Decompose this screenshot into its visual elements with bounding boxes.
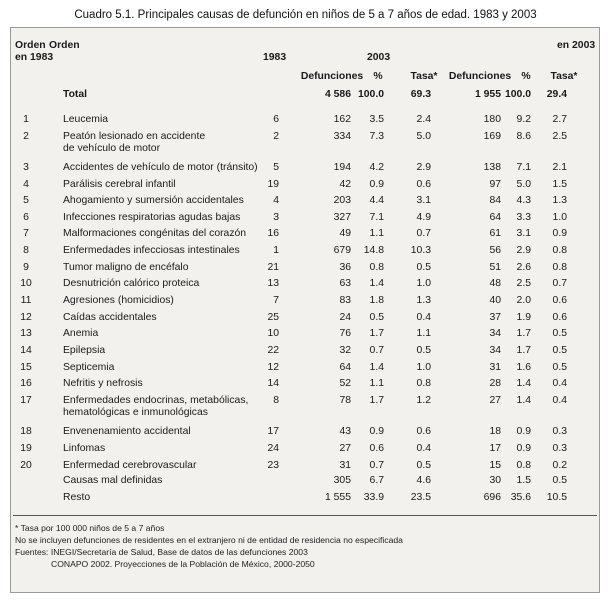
row-cause-continued: de vehículo de motor <box>63 143 161 154</box>
row-pct-a: 7.3 <box>369 131 384 142</box>
row-def-a: 203 <box>333 195 351 206</box>
row-def-a: 78 <box>339 395 351 406</box>
table-caption: Cuadro 5.1. Principales causas de defunción en niños de 5 a 7 años de edad. 1983 y 2003 <box>74 9 537 21</box>
row-pct-a: 1.1 <box>369 378 384 389</box>
row-order: 19 <box>20 443 32 454</box>
row-cause: Anemia <box>63 328 99 339</box>
row-tasa-b: 0.6 <box>552 312 567 323</box>
row-tasa-b: 0.9 <box>552 228 567 239</box>
row-tasa-b: 0.4 <box>552 395 567 406</box>
row-tasa-a: 0.5 <box>416 345 431 356</box>
row-order: 15 <box>20 362 32 373</box>
row-tasa-b: 0.5 <box>552 328 567 339</box>
row-def-b: 48 <box>489 278 501 289</box>
row-def-b: 56 <box>489 245 501 256</box>
row-tasa-a: 4.6 <box>416 475 431 486</box>
row-order: 20 <box>20 460 32 471</box>
row-pct-b: 7.1 <box>516 162 531 173</box>
row-tasa-a: 0.8 <box>416 378 431 389</box>
row-def-a: 63 <box>339 278 351 289</box>
col-header-defunciones-1: Defunciones <box>300 71 364 82</box>
row-tasa-a: 10.3 <box>410 245 431 256</box>
row-cause: Caídas accidentales <box>63 312 157 323</box>
row-def-b: 97 <box>489 179 501 190</box>
row-pct-b: 8.6 <box>516 131 531 142</box>
row-cause: Leucemia <box>63 114 109 125</box>
row-order: 10 <box>20 278 32 289</box>
row-tasa-a: 0.6 <box>416 426 431 437</box>
row-def-b: 18 <box>489 426 501 437</box>
row-cause-continued: hematológicas e inmunológicas <box>63 407 208 418</box>
col-header-pct-2: % <box>521 71 531 82</box>
row-def-a: 334 <box>333 131 351 142</box>
row-pct-b: 2.5 <box>516 278 531 289</box>
header-year-2003: 2003 <box>367 52 391 63</box>
row-tasa-b: 0.5 <box>552 345 567 356</box>
row-pct-b: 5.0 <box>516 179 531 190</box>
row-order: 16 <box>20 378 32 389</box>
row-cause: Tumor maligno de encéfalo <box>63 262 189 273</box>
row-tasa-a: 1.3 <box>416 295 431 306</box>
row-def-a: 327 <box>333 212 351 223</box>
table-panel <box>10 27 600 593</box>
row-order-1983: 5 <box>273 162 279 173</box>
total-pct-1: 100.0 <box>357 89 384 100</box>
row-cause: Ahogamiento y sumersión accidentales <box>63 195 244 206</box>
row-pct-a: 0.7 <box>369 460 384 471</box>
row-order-1983: 13 <box>267 278 279 289</box>
col-header-pct-1: % <box>373 71 383 82</box>
row-order-1983: 3 <box>273 212 279 223</box>
row-cause: Causas mal definidas <box>63 475 163 486</box>
total-def-2: 1 955 <box>474 89 501 100</box>
row-pct-b: 1.4 <box>516 378 531 389</box>
row-order-1983: 10 <box>267 328 279 339</box>
row-pct-b: 35.6 <box>510 492 531 503</box>
row-order-1983: 2 <box>273 131 279 142</box>
total-label: Total <box>63 89 88 100</box>
row-tasa-b: 0.4 <box>552 378 567 389</box>
row-tasa-a: 5.0 <box>416 131 431 142</box>
col-header-tasa-1: Tasa* <box>410 71 438 82</box>
row-pct-a: 33.9 <box>363 492 384 503</box>
row-def-b: 31 <box>489 362 501 373</box>
row-tasa-b: 0.5 <box>552 475 567 486</box>
row-tasa-b: 0.3 <box>552 426 567 437</box>
row-def-a: 24 <box>339 312 351 323</box>
row-order-1983: 4 <box>273 195 279 206</box>
row-pct-b: 1.9 <box>516 312 531 323</box>
row-tasa-a: 0.4 <box>416 443 431 454</box>
row-pct-b: 1.4 <box>516 395 531 406</box>
row-cause: Parálisis cerebral infantil <box>63 179 176 190</box>
row-tasa-b: 0.2 <box>552 460 567 471</box>
row-def-b: 28 <box>489 378 501 389</box>
row-order: 17 <box>20 395 32 406</box>
row-cause: Infecciones respiratorias agudas bajas <box>63 212 241 223</box>
row-def-a: 64 <box>339 362 351 373</box>
row-cause: Linfomas <box>63 443 106 454</box>
row-order-1983: 14 <box>267 378 279 389</box>
row-tasa-b: 1.3 <box>552 195 567 206</box>
footnote-exclusion: No se incluyen defunciones de residentes en el extranjero ni de entidad de residencia no especificada <box>15 535 403 545</box>
row-cause: Accidentes de vehículo de motor (tránsito) <box>63 162 258 173</box>
row-tasa-b: 10.5 <box>546 492 567 503</box>
row-pct-b: 2.9 <box>516 245 531 256</box>
row-tasa-b: 0.7 <box>552 278 567 289</box>
row-order: 18 <box>20 426 32 437</box>
row-def-a: 305 <box>333 475 351 486</box>
row-def-b: 15 <box>489 460 501 471</box>
row-cause: Enfermedades infecciosas intestinales <box>63 245 240 256</box>
row-pct-b: 1.7 <box>516 345 531 356</box>
row-order-1983: 8 <box>273 395 279 406</box>
row-order-1983: 22 <box>267 345 279 356</box>
row-pct-a: 3.5 <box>369 114 384 125</box>
row-order: 14 <box>20 345 32 356</box>
row-cause: Epilepsia <box>63 345 106 356</box>
row-pct-a: 0.8 <box>369 262 384 273</box>
row-order: 5 <box>23 195 29 206</box>
row-pct-b: 2.0 <box>516 295 531 306</box>
row-def-b: 138 <box>483 162 501 173</box>
row-pct-b: 1.5 <box>516 475 531 486</box>
row-pct-b: 0.9 <box>516 426 531 437</box>
row-def-a: 43 <box>339 426 351 437</box>
header-en-2003: en 2003 <box>557 40 596 51</box>
row-pct-b: 0.8 <box>516 460 531 471</box>
row-def-b: 34 <box>489 345 501 356</box>
row-def-b: 61 <box>489 228 501 239</box>
row-pct-b: 1.7 <box>516 328 531 339</box>
row-pct-a: 0.5 <box>369 312 384 323</box>
row-tasa-a: 1.2 <box>416 395 431 406</box>
row-pct-a: 0.9 <box>369 179 384 190</box>
row-order-1983: 16 <box>267 228 279 239</box>
row-def-a: 42 <box>339 179 351 190</box>
row-cause: Envenenamiento accidental <box>63 426 191 437</box>
row-def-b: 34 <box>489 328 501 339</box>
row-tasa-a: 1.0 <box>416 278 431 289</box>
row-order: 12 <box>20 312 32 323</box>
row-cause: Malformaciones congénitas del corazón <box>63 228 247 239</box>
total-def-1: 4 586 <box>324 89 351 100</box>
row-order: 4 <box>23 179 29 190</box>
row-order-1983: 7 <box>273 295 279 306</box>
row-order: 11 <box>20 295 32 306</box>
row-def-b: 696 <box>483 492 501 503</box>
row-order: 7 <box>23 228 29 239</box>
row-tasa-a: 0.5 <box>416 460 431 471</box>
row-tasa-a: 1.1 <box>416 328 431 339</box>
row-order-1983: 1 <box>273 245 279 256</box>
row-def-a: 679 <box>333 245 351 256</box>
row-order: 2 <box>23 131 29 142</box>
row-order-1983: 17 <box>267 426 279 437</box>
row-def-b: 84 <box>489 195 501 206</box>
row-def-a: 1 555 <box>324 492 351 503</box>
row-cause: Enfermedad cerebrovascular <box>63 460 197 471</box>
row-def-a: 83 <box>339 295 351 306</box>
row-tasa-a: 4.9 <box>416 212 431 223</box>
row-order-1983: 25 <box>267 312 279 323</box>
total-tasa-1: 69.3 <box>410 89 431 100</box>
row-order-1983: 24 <box>267 443 279 454</box>
row-def-b: 40 <box>489 295 501 306</box>
row-def-a: 31 <box>339 460 351 471</box>
row-def-b: 30 <box>489 475 501 486</box>
row-tasa-b: 1.0 <box>552 212 567 223</box>
row-pct-a: 6.7 <box>369 475 384 486</box>
row-pct-a: 1.7 <box>369 328 384 339</box>
row-cause: Desnutrición calórico proteica <box>63 278 200 289</box>
row-pct-a: 4.2 <box>369 162 384 173</box>
header-year-1983: 1983 <box>263 52 287 63</box>
col-header-tasa-2: Tasa* <box>550 71 578 82</box>
row-pct-a: 1.4 <box>369 278 384 289</box>
row-tasa-b: 0.8 <box>552 245 567 256</box>
row-pct-a: 1.4 <box>369 362 384 373</box>
row-def-b: 37 <box>489 312 501 323</box>
row-tasa-a: 0.7 <box>416 228 431 239</box>
row-pct-b: 4.3 <box>516 195 531 206</box>
row-tasa-b: 0.5 <box>552 362 567 373</box>
row-order: 1 <box>23 114 29 125</box>
header-orden-2: Orden <box>49 40 80 51</box>
row-cause: Resto <box>63 492 91 503</box>
row-def-a: 194 <box>333 162 351 173</box>
row-cause: Nefritis y nefrosis <box>63 378 143 389</box>
row-def-a: 32 <box>339 345 351 356</box>
row-cause: Peatón lesionado en accidente <box>63 131 206 142</box>
row-pct-b: 1.6 <box>516 362 531 373</box>
row-def-b: 51 <box>489 262 501 273</box>
footnote-tasa: * Tasa por 100 000 niños de 5 a 7 años <box>15 523 165 533</box>
row-tasa-b: 0.3 <box>552 443 567 454</box>
row-def-a: 76 <box>339 328 351 339</box>
row-def-b: 180 <box>483 114 501 125</box>
row-pct-b: 3.3 <box>516 212 531 223</box>
row-tasa-a: 0.5 <box>416 262 431 273</box>
row-tasa-b: 1.5 <box>552 179 567 190</box>
row-cause: Agresiones (homicidios) <box>63 295 174 306</box>
total-tasa-2: 29.4 <box>546 89 567 100</box>
row-cause: Enfermedades endocrinas, metabólicas, <box>63 395 249 406</box>
row-order-1983: 19 <box>267 179 279 190</box>
row-tasa-a: 2.4 <box>416 114 431 125</box>
row-order: 13 <box>20 328 32 339</box>
row-def-b: 17 <box>489 443 501 454</box>
row-pct-a: 0.7 <box>369 345 384 356</box>
row-tasa-b: 0.6 <box>552 295 567 306</box>
row-order-1983: 12 <box>267 362 279 373</box>
table-bottom-rule <box>13 515 597 516</box>
row-pct-a: 1.1 <box>369 228 384 239</box>
row-pct-a: 0.9 <box>369 426 384 437</box>
footnote-conapo: CONAPO 2002. Proyecciones de la Población de México, 2000-2050 <box>51 559 315 569</box>
row-tasa-a: 0.4 <box>416 312 431 323</box>
row-tasa-a: 23.5 <box>410 492 431 503</box>
row-tasa-b: 2.1 <box>552 162 567 173</box>
row-tasa-b: 2.7 <box>552 114 567 125</box>
row-def-b: 27 <box>489 395 501 406</box>
row-pct-b: 3.1 <box>516 228 531 239</box>
row-tasa-a: 3.1 <box>416 195 431 206</box>
row-order-1983: 21 <box>267 262 279 273</box>
row-tasa-b: 0.8 <box>552 262 567 273</box>
row-tasa-b: 2.5 <box>552 131 567 142</box>
row-tasa-a: 1.0 <box>416 362 431 373</box>
row-pct-b: 2.6 <box>516 262 531 273</box>
row-def-a: 162 <box>333 114 351 125</box>
header-en-1983: en 1983 <box>15 52 54 63</box>
col-header-defunciones-2: Defunciones <box>448 71 512 82</box>
row-tasa-a: 2.9 <box>416 162 431 173</box>
row-pct-a: 1.7 <box>369 395 384 406</box>
row-cause: Septicemia <box>63 362 115 373</box>
header-orden-1: Orden <box>15 40 46 51</box>
row-def-a: 27 <box>339 443 351 454</box>
row-order: 9 <box>23 262 29 273</box>
row-order-1983: 6 <box>273 114 279 125</box>
row-order: 8 <box>23 245 29 256</box>
row-def-b: 169 <box>483 131 501 142</box>
row-def-a: 49 <box>339 228 351 239</box>
row-pct-b: 9.2 <box>516 114 531 125</box>
row-order: 6 <box>23 212 29 223</box>
row-pct-a: 14.8 <box>363 245 384 256</box>
row-tasa-a: 0.6 <box>416 179 431 190</box>
footnote-sources: Fuentes: INEGI/Secretaría de Salud, Base de datos de las defunciones 2003 <box>15 547 308 557</box>
row-order: 3 <box>23 162 29 173</box>
row-pct-b: 0.9 <box>516 443 531 454</box>
row-pct-a: 7.1 <box>369 212 384 223</box>
row-order-1983: 23 <box>267 460 279 471</box>
total-pct-2: 100.0 <box>504 89 531 100</box>
row-def-a: 36 <box>339 262 351 273</box>
row-pct-a: 0.6 <box>369 443 384 454</box>
row-pct-a: 4.4 <box>369 195 384 206</box>
row-def-b: 64 <box>489 212 501 223</box>
row-def-a: 52 <box>339 378 351 389</box>
row-pct-a: 1.8 <box>369 295 384 306</box>
